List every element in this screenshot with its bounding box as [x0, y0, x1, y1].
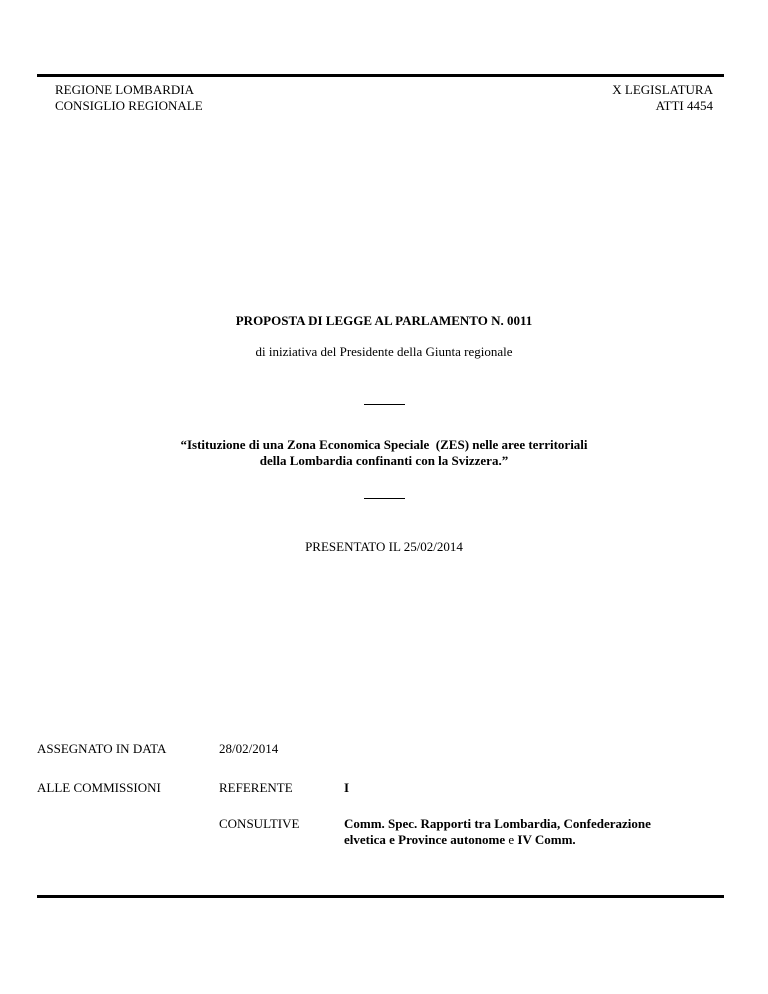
separator-line	[364, 498, 405, 499]
consultive-line-2	[344, 832, 651, 848]
header-right	[612, 82, 713, 114]
consultive-line-2b: IV Comm.	[517, 832, 576, 847]
referente-value: I	[344, 780, 350, 795]
subject-line-2: della Lombardia confinanti con la Svizzera.”	[259, 453, 509, 468]
assigned-date: 28/02/2014	[219, 741, 279, 756]
consultive-line-1: Comm. Spec. Rapporti tra Lombardia, Confederazione	[344, 816, 651, 831]
proposal-initiative: di iniziativa del Presidente della Giunta regionale	[255, 344, 513, 359]
council-name: CONSIGLIO REGIONALE	[55, 98, 203, 113]
region-name: REGIONE LOMBARDIA	[55, 82, 195, 97]
subject-line-1: “Istituzione di una Zona Economica Speciale (ZES) nelle aree territoriali	[180, 437, 588, 452]
consultive-conjunction: e	[505, 832, 518, 847]
consultive-line-2a: elvetica e Province autonome	[344, 832, 506, 847]
header-left	[55, 82, 203, 114]
commissions-label: ALLE COMMISSIONI	[37, 780, 161, 795]
consultive-value	[344, 816, 651, 848]
assigned-label: ASSEGNATO IN DATA	[37, 741, 167, 756]
legislature: X LEGISLATURA	[612, 82, 713, 97]
presented-date: PRESENTATO IL 25/02/2014	[305, 539, 463, 554]
consultive-label: CONSULTIVE	[219, 816, 300, 831]
proposal-subject	[0, 437, 768, 469]
top-rule	[37, 74, 724, 77]
proposal-title: PROPOSTA DI LEGGE AL PARLAMENTO N. 0011	[235, 313, 533, 328]
bottom-rule	[37, 895, 724, 898]
referente-label: REFERENTE	[219, 780, 293, 795]
acts-number: ATTI 4454	[655, 98, 713, 113]
separator-line	[364, 404, 405, 405]
